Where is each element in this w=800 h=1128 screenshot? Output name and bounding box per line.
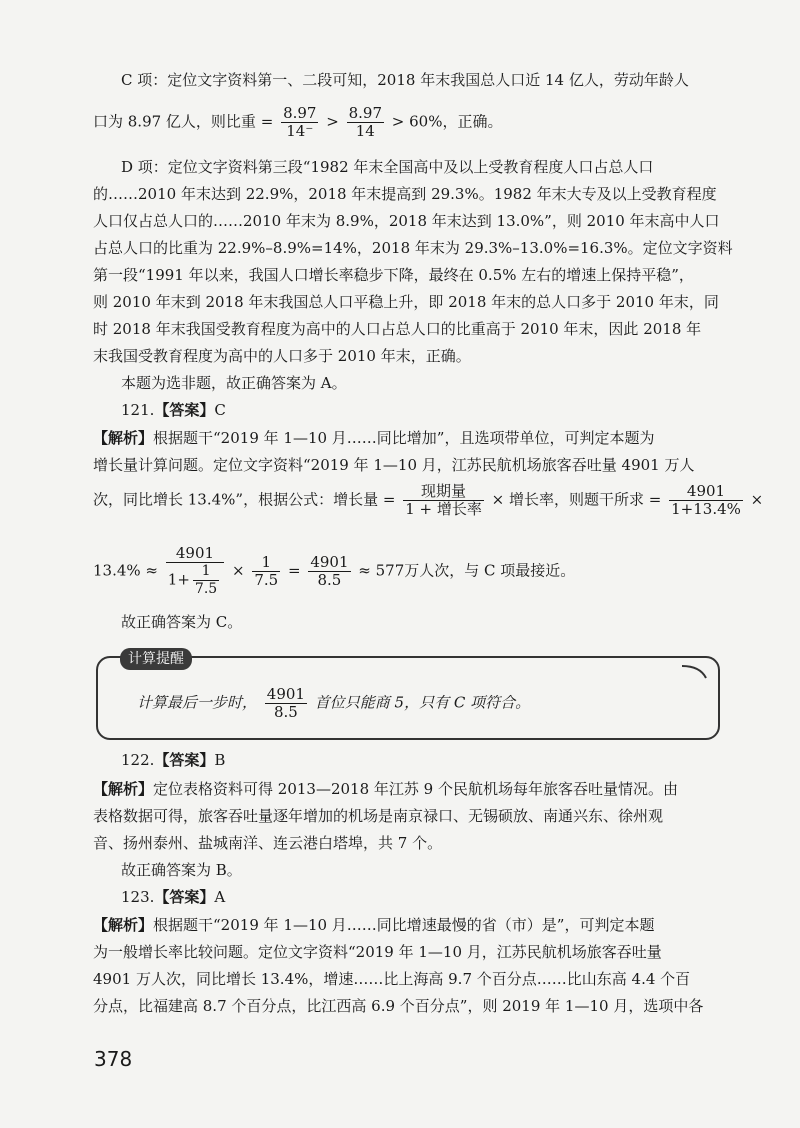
- calc-mul: ×: [231, 561, 245, 580]
- q121-times: ×: [750, 490, 764, 509]
- growth-formula-den: 1 + 增长率: [405, 500, 482, 518]
- c-line-1: C 项：定位文字资料第一、二段可知，2018 年末我国总人口近 14 亿人，劳动年龄人: [121, 71, 689, 89]
- calc-fraction-3: [308, 554, 350, 589]
- q122-analysis-line-1: [93, 779, 678, 799]
- calc-fraction-2-num: 1: [252, 554, 280, 572]
- calc-nested-num: 1: [193, 563, 219, 581]
- q123-answer-line: [121, 887, 225, 907]
- calculation-tip-label: 计算提醒: [120, 648, 192, 670]
- calc-pre: 13.4% ≈: [93, 561, 158, 580]
- q123-number: 123.: [121, 888, 155, 906]
- tip-fraction-num: 4901: [266, 685, 305, 703]
- q121-conclusion: 故正确答案为 C。: [121, 613, 243, 631]
- calc-eq: =: [287, 561, 301, 580]
- d-line-2: 的……2010 年末达到 22.9%，2018 年末提高到 29.3%。1982 年末大专及以上受教育程度: [93, 185, 717, 203]
- q123-analysis-line-4: 分点，比福建高 8.7 个百分点，比江西高 6.9 个百分点”，则 2019 年 1—10 月，选项中各: [93, 997, 704, 1015]
- question-fraction-num: 4901: [669, 483, 743, 501]
- d-line-3: 人口仅占总人口的……2010 年末为 8.9%，2018 年末达到 13.0%”，则 2010 年末高中人口: [93, 212, 720, 230]
- q122-analysis-line-2: 表格数据可得，旅客吞吐量逐年增加的机场是南京禄口、无锡硕放、南通兴东、徐州观: [93, 807, 664, 825]
- calc-den-pre: 1+: [167, 570, 190, 589]
- growth-formula-fraction: [403, 483, 484, 518]
- page-number: 378: [94, 1047, 133, 1071]
- calc-post: ≈ 577万人次，与 C 项最接近。: [358, 561, 576, 580]
- q121-line-3-mid: × 增长率，则题干所求 =: [491, 490, 662, 509]
- c-line-2: [93, 105, 502, 140]
- q121-analysis-line-1: [93, 428, 654, 448]
- q121-analysis-label: 【解析】: [93, 429, 154, 447]
- q121-line-3-pre: 次，同比增长 13.4%”，根据公式：增长量 =: [93, 490, 396, 509]
- d-line-5: 第一段“1991 年以来，我国人口增长率稳步下降，最终在 0.5% 左右的增速上保持平稳”，: [93, 266, 694, 284]
- c-fraction-1: [281, 105, 318, 140]
- question-fraction-den: 1+13.4%: [671, 500, 741, 518]
- tip-fraction: [265, 686, 307, 721]
- q123-analysis-label: 【解析】: [93, 916, 154, 934]
- q123-answer-label: 【答案】: [154, 888, 215, 906]
- c-fraction-1-den: 14⁻: [286, 122, 314, 140]
- q122-conclusion: 故正确答案为 B。: [121, 861, 242, 879]
- c-fraction-1-num: 8.97: [283, 104, 317, 122]
- c-line-2-post: > 60%，正确。: [391, 112, 503, 131]
- calculation-tip-text: [137, 686, 530, 721]
- calc-nested-den: 7.5: [194, 581, 218, 597]
- calc-fraction-1-den: [166, 563, 224, 598]
- growth-formula-num: 现期量: [403, 483, 484, 501]
- q122-analysis-text-1: 定位表格资料可得 2013—2018 年江苏 9 个民航机场每年旅客吞吐量情况。由: [153, 780, 678, 798]
- q122-answer: B: [214, 751, 226, 769]
- q121-answer-line: [121, 400, 226, 420]
- d-line-4: 占总人口的比重为 22.9%–8.9%=14%，2018 年末为 29.3%–13.0%=16.3%。定位文字资料: [93, 239, 733, 257]
- q123-analysis-line-3: 4901 万人次，同比增长 13.4%，增速……比上海高 9.7 个百分点……比山东高 4.4 个百: [93, 970, 691, 988]
- calc-fraction-3-num: 4901: [310, 553, 349, 571]
- q121-analysis-text-1: 根据题干“2019 年 1—10 月……同比增加”，且选项带单位，可判定本题为: [153, 429, 655, 447]
- q122-answer-line: [121, 750, 225, 770]
- c-line-2-pre: 口为 8.97 亿人，则比重 =: [93, 112, 274, 131]
- tip-post: 首位只能商 5，只有 C 项符合。: [314, 693, 531, 712]
- c-fraction-2-num: 8.97: [348, 104, 383, 122]
- tip-fraction-den: 8.5: [273, 703, 298, 721]
- calc-nested-fraction: [193, 563, 219, 598]
- calc-fraction-1-num: 4901: [166, 545, 224, 563]
- q123-answer: A: [214, 888, 226, 906]
- d-conclusion: 本题为选非题，故正确答案为 A。: [121, 374, 347, 392]
- q122-analysis-line-3: 音、扬州泰州、盐城南洋、连云港白塔埠，共 7 个。: [93, 834, 443, 852]
- q122-analysis-label: 【解析】: [93, 780, 154, 798]
- q121-number: 121.: [121, 401, 155, 419]
- tip-pre: 计算最后一步时，: [137, 693, 258, 712]
- decorative-curve-icon: [680, 662, 710, 682]
- calc-fraction-1: [166, 545, 224, 598]
- calc-fraction-2: [252, 554, 280, 589]
- calc-fraction-2-den: 7.5: [254, 571, 279, 589]
- question-fraction: [669, 483, 743, 518]
- q123-analysis-text-1: 根据题干“2019 年 1—10 月……同比增速最慢的省（市）是”，可判定本题: [153, 916, 655, 934]
- q122-answer-label: 【答案】: [154, 751, 215, 769]
- c-fraction-2: [347, 105, 384, 140]
- q121-answer-label: 【答案】: [154, 401, 215, 419]
- c-gt: >: [326, 112, 339, 131]
- c-fraction-2-den: 14: [355, 122, 375, 140]
- q121-answer: C: [214, 401, 226, 419]
- q121-analysis-line-2: 增长量计算问题。定位文字资料“2019 年 1—10 月，江苏民航机场旅客吞吐量 4901 万人: [93, 456, 695, 474]
- calc-fraction-3-den: 8.5: [317, 571, 342, 589]
- q121-calc-line: [93, 545, 575, 598]
- q123-analysis-line-1: [93, 915, 654, 935]
- q122-number: 122.: [121, 751, 155, 769]
- d-line-7: 时 2018 年末我国受教育程度为高中的人口占总人口的比重高于 2010 年末，因此 2018 年: [93, 320, 702, 338]
- d-line-6: 则 2010 年末到 2018 年末我国总人口平稳上升，即 2018 年末的总人口多于 2010 年末，同: [93, 293, 719, 311]
- q123-analysis-line-2: 为一般增长率比较问题。定位文字资料“2019 年 1—10 月，江苏民航机场旅客吞吐量: [93, 943, 662, 961]
- d-line-1: D 项：定位文字资料第三段“1982 年末全国高中及以上受教育程度人口占总人口: [121, 158, 654, 176]
- d-line-8: 末我国受教育程度为高中的人口多于 2010 年末，正确。: [93, 347, 471, 365]
- q121-analysis-line-3: [93, 483, 763, 518]
